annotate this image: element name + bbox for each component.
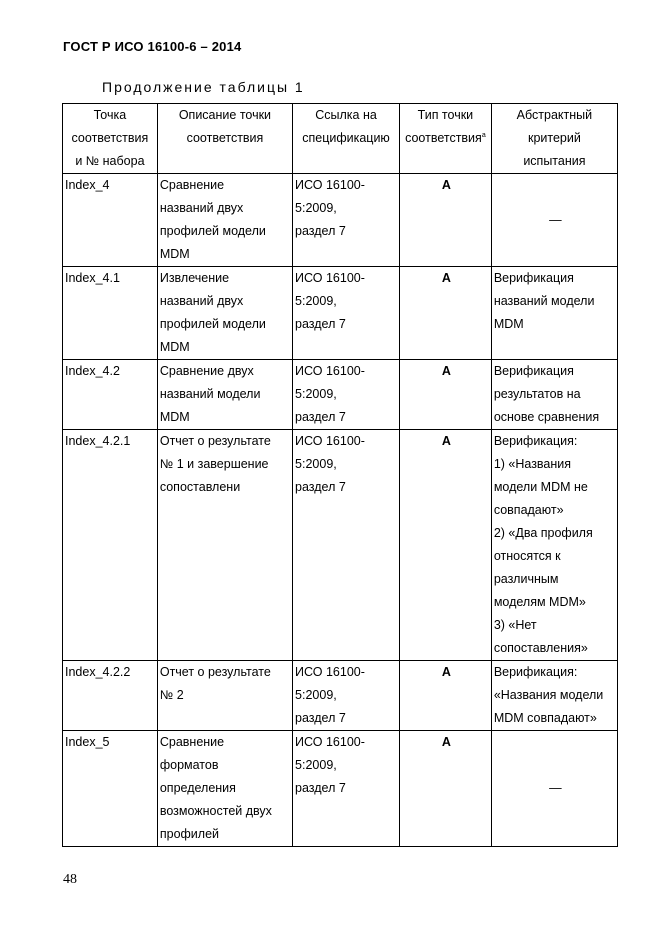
footnote-marker: а — [481, 131, 486, 139]
table-row — [63, 661, 618, 731]
cell-criterion: Верификация названий модели MDM — [491, 267, 617, 360]
table-row — [63, 731, 618, 847]
cell-description: Сравнение названий двух профилей модели MDM — [157, 174, 292, 267]
cell-type: A — [400, 267, 492, 360]
cell-type: A — [400, 360, 492, 430]
cell-reference: ИСО 16100- 5:2009, раздел 7 — [293, 360, 400, 430]
cell-id: Index_4.2 — [63, 360, 158, 430]
column-header-description: Описание точки соответствия — [157, 104, 292, 174]
cell-reference: ИСО 16100- 5:2009, раздел 7 — [293, 731, 400, 847]
cell-description: Отчет о результате № 1 и завершение сопоставлени — [157, 430, 292, 661]
cell-criterion: Верификация: «Названия модели MDM совпадают» — [491, 661, 617, 731]
cell-description: Отчет о результате № 2 — [157, 661, 292, 731]
page-number: 48 — [63, 872, 77, 887]
cell-description: Сравнение форматов определения возможностей двух профилей — [157, 731, 292, 847]
column-header-criterion: Абстрактный критерий испытания — [491, 104, 617, 174]
cell-criterion: — — [491, 174, 617, 267]
cell-criterion: — — [491, 731, 617, 847]
cell-reference: ИСО 16100- 5:2009, раздел 7 — [293, 430, 400, 661]
cell-description: Сравнение двух названий модели MDM — [157, 360, 292, 430]
cell-description: Извлечение названий двух профилей модели MDM — [157, 267, 292, 360]
cell-type: A — [400, 174, 492, 267]
cell-type: A — [400, 430, 492, 661]
cell-id: Index_4.2.1 — [63, 430, 158, 661]
cell-type: A — [400, 731, 492, 847]
column-header-type: Тип точки соответствия$^а$ — [400, 104, 492, 174]
cell-type: A — [400, 661, 492, 731]
cell-reference: ИСО 16100- 5:2009, раздел 7 — [293, 267, 400, 360]
cell-criterion: Верификация результатов на основе сравнения — [491, 360, 617, 430]
column-header-id: Точка соответствия и № набора — [63, 104, 158, 174]
column-header-reference: Ссылка на спецификацию — [293, 104, 400, 174]
cell-criterion: Верификация: 1) «Названия модели MDM не совпадают» 2) «Два профиля относятся к различным моделям MDM» 3) «Нет сопоставления» — [491, 430, 617, 661]
cell-id: Index_4 — [63, 174, 158, 267]
table-row — [63, 430, 618, 661]
document-header: ГОСТ Р ИСО 16100-6 – 2014 — [63, 39, 242, 54]
cell-id: Index_5 — [63, 731, 158, 847]
table-row — [63, 267, 618, 360]
table-header-row — [63, 104, 618, 174]
table-caption: Продолжение таблицы 1 — [102, 79, 305, 95]
cell-id: Index_4.2.2 — [63, 661, 158, 731]
table-row — [63, 174, 618, 267]
cell-reference: ИСО 16100- 5:2009, раздел 7 — [293, 174, 400, 267]
table-row — [63, 360, 618, 430]
cell-reference: ИСО 16100- 5:2009, раздел 7 — [293, 661, 400, 731]
cell-id: Index_4.1 — [63, 267, 158, 360]
conformance-table — [62, 103, 618, 847]
